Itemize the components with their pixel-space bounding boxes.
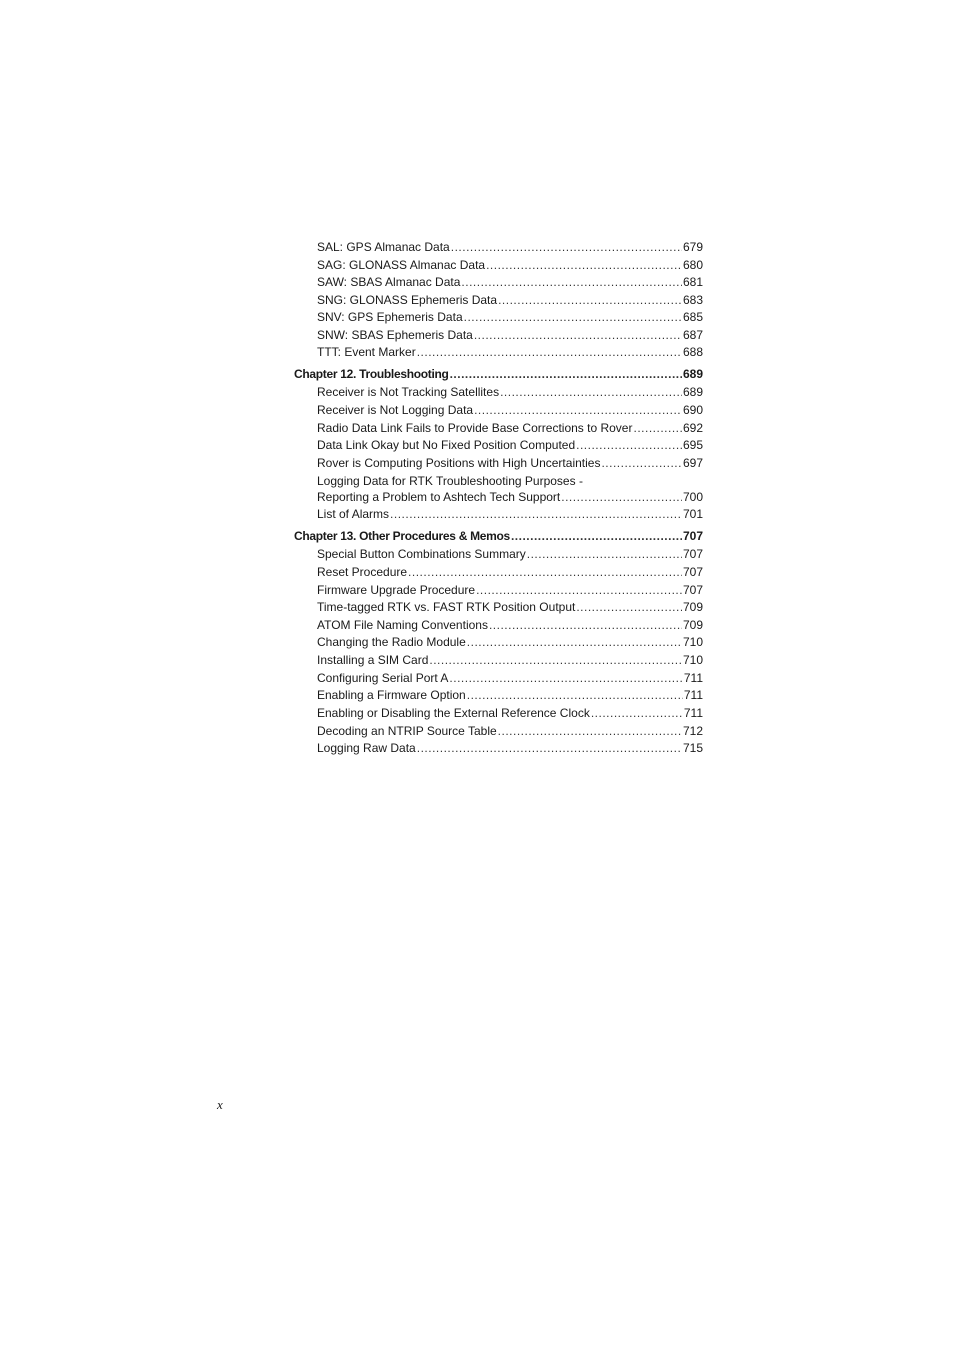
- toc-entry-title: SNV: GPS Ephemeris Data: [317, 310, 463, 324]
- toc-entry[interactable]: [317, 256, 703, 274]
- dot-leader: [527, 545, 682, 563]
- toc-entry-page: 711: [683, 706, 703, 720]
- dot-leader: [467, 686, 683, 704]
- toc-entry-title: List of Alarms: [317, 507, 390, 521]
- dot-leader: [498, 291, 682, 309]
- toc-chapter-13[interactable]: [294, 527, 703, 545]
- toc-entry-page: 689: [682, 385, 703, 399]
- toc-entry-title: Enabling a Firmware Option: [317, 688, 466, 702]
- toc-entry-title: Rover is Computing Positions with High Uncertainties: [317, 456, 601, 470]
- toc-entry-title: SAL: GPS Almanac Data: [317, 240, 450, 254]
- toc-entry-title: Receiver is Not Logging Data: [317, 403, 474, 417]
- toc-entry-page: 710: [682, 653, 703, 667]
- toc-entry-page: 712: [682, 724, 703, 738]
- toc-entry-title: Data Link Okay but No Fixed Position Computed: [317, 438, 576, 452]
- toc-entry[interactable]: [317, 326, 703, 344]
- toc-entry-title: ATOM File Naming Conventions: [317, 618, 488, 632]
- toc-entry-page: 710: [682, 635, 703, 649]
- toc-chapter-12[interactable]: [294, 365, 703, 383]
- toc-entry[interactable]: [317, 436, 703, 454]
- toc-entry[interactable]: [317, 308, 703, 326]
- toc-entry[interactable]: [317, 273, 703, 291]
- toc-chapter-title: Chapter 12. Troubleshooting: [294, 367, 449, 381]
- toc-entry[interactable]: [317, 722, 703, 740]
- toc-entry[interactable]: [317, 669, 703, 687]
- toc-entry-title: Changing the Radio Module: [317, 635, 466, 649]
- dot-leader: [576, 598, 682, 616]
- toc-entry[interactable]: [317, 563, 703, 581]
- toc-entry-title: Time-tagged RTK vs. FAST RTK Position Output: [317, 600, 576, 614]
- toc-entry-page: 700: [682, 490, 703, 504]
- toc-entry[interactable]: [317, 383, 703, 401]
- toc-entry[interactable]: [317, 633, 703, 651]
- dot-leader: [451, 238, 682, 256]
- toc-entry-page: 707: [682, 583, 703, 597]
- toc-entry[interactable]: [317, 419, 703, 437]
- toc-entry-title: Logging Raw Data: [317, 741, 416, 755]
- toc-entry[interactable]: [317, 616, 703, 634]
- toc-entry-title: Configuring Serial Port A: [317, 671, 449, 685]
- toc-entry[interactable]: [317, 401, 703, 419]
- toc-entry[interactable]: [317, 651, 703, 669]
- toc-entry[interactable]: [317, 704, 703, 722]
- toc-entry-page: 697: [682, 456, 703, 470]
- toc-entry-page: 681: [682, 275, 703, 289]
- dot-leader: [408, 563, 682, 581]
- toc-entry-title: Decoding an NTRIP Source Table: [317, 724, 497, 738]
- toc-chapter-page: 707: [682, 529, 703, 543]
- toc-entry-page: 687: [682, 328, 703, 342]
- toc-entry-title: Radio Data Link Fails to Provide Base Corrections to Rover: [317, 421, 633, 435]
- toc-entry-title: Reporting a Problem to Ashtech Tech Support: [317, 490, 561, 504]
- dot-leader: [417, 739, 682, 757]
- dot-leader: [576, 436, 682, 454]
- toc-entry-page: 695: [682, 438, 703, 452]
- dot-leader: [474, 326, 682, 344]
- toc-entry-page: 715: [682, 741, 703, 755]
- dot-leader: [461, 273, 682, 291]
- dot-leader: [390, 505, 682, 523]
- toc-entry-page: 711: [683, 671, 703, 685]
- dot-leader: [591, 704, 683, 722]
- toc-entry[interactable]: [317, 488, 703, 506]
- dot-leader: [486, 256, 682, 274]
- dot-leader: [489, 616, 682, 634]
- toc-entry[interactable]: [317, 291, 703, 309]
- dot-leader: [498, 722, 682, 740]
- dot-leader: [476, 581, 682, 599]
- toc-entry-page: 711: [683, 688, 703, 702]
- toc-entry[interactable]: [317, 238, 703, 256]
- toc-entry-page: 709: [682, 618, 703, 632]
- toc-entry[interactable]: [317, 739, 703, 757]
- toc-entry-title: Installing a SIM Card: [317, 653, 429, 667]
- toc-entry-page: 692: [682, 421, 703, 435]
- toc-entry[interactable]: [317, 454, 703, 472]
- toc-entry-title: SAG: GLONASS Almanac Data: [317, 258, 486, 272]
- dot-leader: [467, 633, 682, 651]
- toc-entry[interactable]: [317, 343, 703, 361]
- toc-entry-title: Firmware Upgrade Procedure: [317, 583, 476, 597]
- toc-entry-page: 680: [682, 258, 703, 272]
- toc-entry-title[interactable]: Logging Data for RTK Troubleshooting Purposes -: [317, 474, 583, 488]
- dot-leader: [633, 419, 681, 437]
- dot-leader: [561, 488, 682, 506]
- toc-entry-page: 683: [682, 293, 703, 307]
- dot-leader: [474, 401, 682, 419]
- dot-leader: [450, 365, 682, 383]
- toc-entry-page: 701: [682, 507, 703, 521]
- toc-entry-page: 679: [682, 240, 703, 254]
- toc-entry-page: 707: [682, 547, 703, 561]
- dot-leader: [429, 651, 682, 669]
- toc-entry-title: Receiver is Not Tracking Satellites: [317, 385, 500, 399]
- toc-entry-title: Reset Procedure: [317, 565, 408, 579]
- toc-entry[interactable]: [317, 598, 703, 616]
- dot-leader: [449, 669, 682, 687]
- toc-entry-title: SNG: GLONASS Ephemeris Data: [317, 293, 498, 307]
- dot-leader: [500, 383, 682, 401]
- toc-entry[interactable]: [317, 581, 703, 599]
- dot-leader: [417, 343, 682, 361]
- toc-entry-title: SNW: SBAS Ephemeris Data: [317, 328, 473, 342]
- toc-entry[interactable]: [317, 545, 703, 563]
- toc-entry-title: Special Button Combinations Summary: [317, 547, 526, 561]
- toc-entry-title: Enabling or Disabling the External Reference Clock: [317, 706, 590, 720]
- dot-leader: [601, 454, 682, 472]
- toc-entry-title: TTT: Event Marker: [317, 345, 416, 359]
- toc-entry-page: 690: [682, 403, 703, 417]
- dot-leader: [511, 527, 682, 545]
- page-number: x: [217, 1097, 223, 1112]
- dot-leader: [464, 308, 682, 326]
- toc-chapter-title: Chapter 13. Other Procedures & Memos: [294, 529, 510, 543]
- toc-entry-title: SAW: SBAS Almanac Data: [317, 275, 461, 289]
- toc-entry[interactable]: [317, 505, 703, 523]
- toc-entry-page: 709: [682, 600, 703, 614]
- toc-entry[interactable]: [317, 686, 703, 704]
- toc-entry-page: 688: [682, 345, 703, 359]
- toc-entry-page: 707: [682, 565, 703, 579]
- toc-chapter-page: 689: [682, 367, 703, 381]
- toc-entry-page: 685: [682, 310, 703, 324]
